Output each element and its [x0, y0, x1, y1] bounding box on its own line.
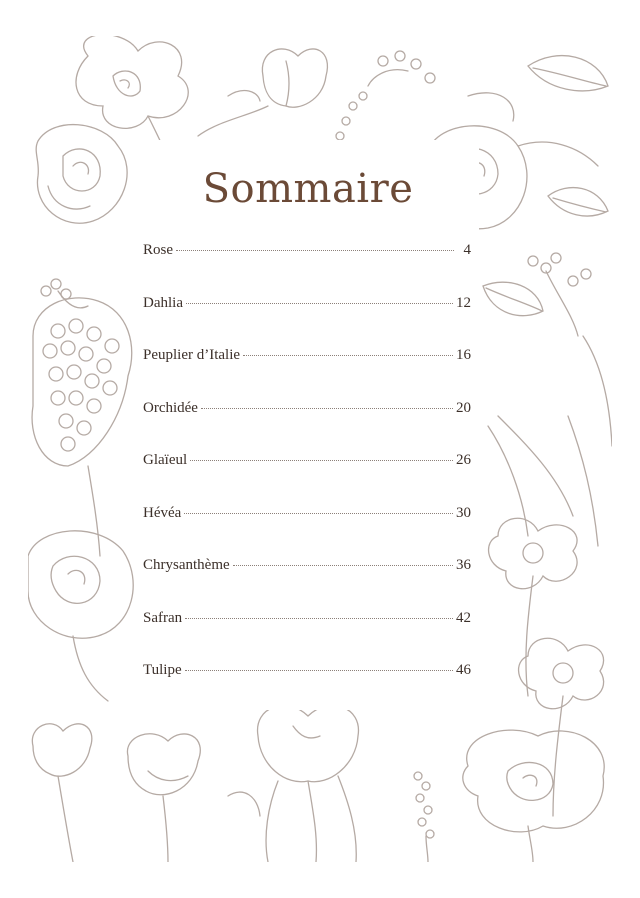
toc-entry-page: 36 — [456, 557, 471, 573]
hydrangea-icon — [32, 298, 132, 556]
toc-entry[interactable] — [143, 610, 471, 663]
page-title: Sommaire — [202, 166, 414, 212]
toc-entry-page: 30 — [456, 504, 471, 521]
toc-entry-label: Rose — [143, 242, 173, 258]
berry-sprig-icon — [41, 279, 88, 308]
toc-entry-label: Glaïeul — [143, 452, 188, 468]
toc-entry[interactable] — [143, 452, 471, 505]
berry-sprig-icon — [414, 772, 434, 862]
toc-entry-label: Peuplier d’Italie — [143, 347, 241, 363]
toc-entry-page: 46 — [456, 662, 471, 678]
dot-leader — [201, 408, 453, 409]
toc-entry-label: Dahlia — [143, 294, 183, 311]
dot-leader — [184, 513, 453, 514]
dot-leader — [186, 303, 453, 304]
toc-entry[interactable] — [143, 505, 471, 558]
tulip-icon — [198, 49, 327, 136]
toc-entry[interactable] — [143, 295, 471, 348]
poppy-icon — [463, 730, 604, 862]
leaf-icon — [483, 282, 612, 546]
toc-entry-label: Hévéa — [143, 504, 182, 521]
toc-entry[interactable] — [143, 242, 471, 295]
toc-entry-page: 42 — [456, 609, 471, 626]
toc-entry-label: Chrysanthème — [143, 557, 230, 573]
toc-entry-label: Orchidée — [143, 399, 198, 416]
dot-leader — [176, 250, 454, 251]
toc-entry[interactable] — [143, 347, 471, 400]
iris-icon — [228, 706, 358, 862]
toc-entry[interactable] — [143, 400, 471, 453]
tulip-icon — [32, 724, 200, 862]
leaf-icon — [468, 56, 608, 216]
toc-entry[interactable] — [143, 662, 471, 715]
toc-entry-label: Tulipe — [143, 662, 182, 678]
toc-entry-label: Safran — [143, 609, 183, 626]
dot-leader — [185, 670, 453, 671]
berry-sprig-icon — [528, 253, 591, 336]
dot-leader — [243, 355, 453, 356]
daffodil-icon — [489, 518, 604, 816]
berry-sprig-icon — [336, 51, 435, 140]
toc-entry[interactable] — [143, 557, 471, 610]
toc-entry-page: 4 — [463, 242, 471, 258]
toc-entry-page: 20 — [456, 399, 471, 416]
toc-entry-page: 12 — [456, 294, 471, 311]
toc-entry-page: 26 — [456, 452, 471, 468]
contents-panel — [137, 140, 479, 710]
dot-leader — [185, 618, 453, 619]
table-of-contents — [143, 242, 471, 715]
dot-leader — [233, 565, 453, 566]
rose-icon — [36, 125, 127, 224]
dot-leader — [190, 460, 453, 461]
rose-icon — [28, 531, 133, 701]
toc-entry-page: 16 — [456, 347, 471, 363]
